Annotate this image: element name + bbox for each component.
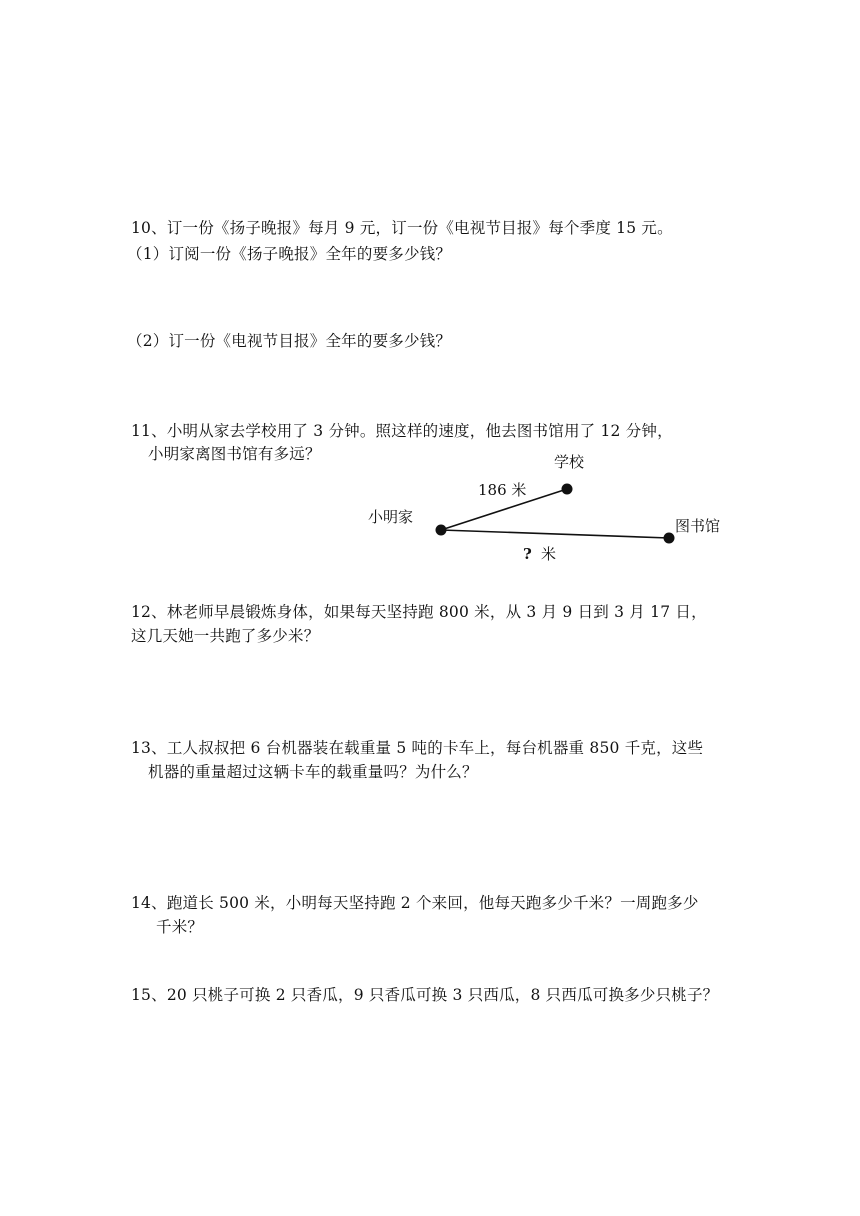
q13-line1: 13、工人叔叔把 6 台机器装在载重量 5 吨的卡车上，每台机器重 850 千克，这些	[131, 739, 704, 757]
q10-part1: （1）订阅一份《扬子晚报》全年的要多少钱？	[127, 245, 452, 263]
q10-part2: （2）订一份《电视节目报》全年的要多少钱？	[127, 332, 452, 350]
q14-line2: 千米？	[156, 918, 204, 936]
home-label: 小明家	[368, 508, 414, 526]
q12-line2: 这几天她一共跑了多少米？	[131, 627, 320, 645]
q14-line1: 14、跑道长 500 米，小明每天坚持跑 2 个来回，他每天跑多少千米？一周跑多少	[131, 894, 699, 912]
q13-line2: 机器的重量超过这辆卡车的载重量吗？为什么？	[148, 763, 478, 781]
q10-line1: 10、订一份《扬子晚报》每月 9 元，订一份《电视节目报》每个季度 15 元。	[131, 219, 673, 237]
q11-line2: 小明家离图书馆有多远？	[148, 445, 321, 463]
unknown-distance-unit: 米	[541, 545, 557, 563]
q12-line1: 12、林老师早晨锻炼身体，如果每天坚持跑 800 米，从 3 月 9 日到 3 月 17 日，	[131, 603, 707, 621]
school-point	[562, 484, 573, 495]
q11-line1: 11、小明从家去学校用了 3 分钟。照这样的速度，他去图书馆用了 12 分钟，	[131, 422, 673, 440]
home-library-segment	[441, 530, 669, 538]
unknown-distance-mark: ?	[523, 545, 532, 563]
library-label: 图书馆	[675, 517, 721, 535]
home-point	[436, 525, 447, 536]
school-label: 学校	[554, 453, 585, 471]
library-point	[664, 533, 675, 544]
q15-line1: 15、20 只桃子可换 2 只香瓜，9 只香瓜可换 3 只西瓜，8 只西瓜可换多少只桃子？	[131, 986, 719, 1004]
home-school-distance: 186 米	[478, 481, 527, 499]
